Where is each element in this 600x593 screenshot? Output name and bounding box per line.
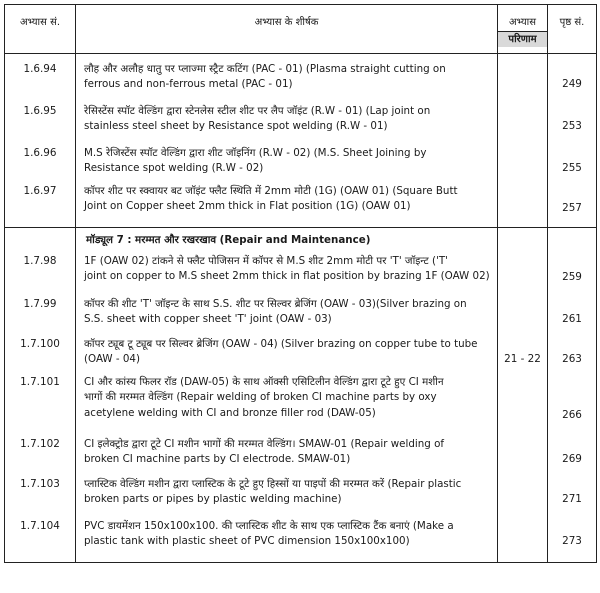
contents-table-wrapper — [4, 4, 596, 563]
page-number — [548, 519, 597, 563]
page-number-value: 269 — [562, 452, 582, 465]
table-row — [5, 375, 597, 437]
header-page-number: पृष्ठ सं. — [548, 5, 597, 54]
spacer-row — [5, 54, 597, 62]
exercise-number: 1.6.94 — [5, 62, 76, 104]
exercise-title-line: ferrous and non-ferrous metal (PAC - 01) — [84, 78, 293, 90]
exercise-title — [76, 62, 498, 104]
exercise-title-line: S.S. sheet with copper sheet 'T' joint (OAW - 03) — [84, 313, 332, 325]
exercise-title — [76, 337, 498, 375]
exercise-result — [498, 184, 548, 228]
exercise-title — [76, 146, 498, 184]
module-result-cell — [498, 228, 548, 254]
exercise-title — [76, 254, 498, 297]
page-number-value: 273 — [562, 534, 582, 547]
page-number-value: 249 — [562, 77, 582, 90]
header-exercise-title: अभ्यास के शीर्षक — [76, 5, 498, 54]
module-row — [5, 228, 597, 254]
page-number — [548, 297, 597, 337]
exercise-title-line: stainless steel sheet by Resistance spot welding (R.W - 01) — [84, 120, 388, 132]
module-number-cell — [5, 228, 76, 254]
page-number — [548, 477, 597, 519]
page-number — [548, 104, 597, 146]
module-result-value: 21 - 22 — [504, 352, 541, 365]
exercise-number: 1.7.103 — [5, 477, 76, 519]
module-heading: मॉड्यूल 7 : मरम्मत और रखरखाव (Repair and Maintenance) — [76, 228, 498, 254]
exercise-result — [498, 297, 548, 337]
exercise-title — [76, 104, 498, 146]
exercise-result — [498, 477, 548, 519]
page-number-value: 259 — [562, 270, 582, 283]
exercise-number: 1.7.104 — [5, 519, 76, 563]
header-exercise-label: अभ्यास — [509, 17, 536, 28]
exercise-title — [76, 437, 498, 477]
exercise-number: 1.7.99 — [5, 297, 76, 337]
page-number-value: 255 — [562, 161, 582, 174]
exercise-result — [498, 146, 548, 184]
table-row — [5, 297, 597, 337]
exercise-title-line: PVC डायमेंशन 150x100x100. की प्लास्टिक शीट के साथ एक प्लास्टिक टैंक बनाएं (Make a — [84, 519, 454, 532]
page-number — [548, 62, 597, 104]
table-row — [5, 184, 597, 228]
exercise-result — [498, 62, 548, 104]
exercise-title-line: (OAW - 04) — [84, 353, 140, 365]
page-number — [548, 254, 597, 297]
exercise-title-line: broken CI machine parts by CI electrode. SMAW-01) — [84, 453, 351, 465]
page-number — [548, 184, 597, 228]
page-number-value: 271 — [562, 492, 582, 505]
header-exercise-result — [498, 5, 548, 54]
table-row — [5, 437, 597, 477]
exercise-title-line: plastic tank with plastic sheet of PVC dimension 150x100x100) — [84, 535, 410, 547]
page-number-value: 266 — [562, 408, 582, 421]
page-number-value: 253 — [562, 119, 582, 132]
exercise-number: 1.7.98 — [5, 254, 76, 297]
exercise-title-line: कॉपर शीट पर स्क्वायर बट जॉइंट फ्लैट स्थिति में 2mm मोटी (1G) (OAW 01) (Square Butt — [84, 184, 458, 197]
page-number — [548, 146, 597, 184]
table-row — [5, 519, 597, 563]
exercise-title-line: लौह और अलौह धातु पर प्लाज्मा स्ट्रैट कटिंग (PAC - 01) (Plasma straight cutting on — [84, 62, 446, 75]
table-row — [5, 254, 597, 297]
exercise-result — [498, 519, 548, 563]
exercise-title-line: Resistance spot welding (R.W - 02) — [84, 162, 264, 174]
exercise-title — [76, 477, 498, 519]
exercise-title-line: CI और कांस्य फिलर रॉड (DAW-05) के साथ ऑक्सी एसिटिलीन वेल्डिंग द्वारा टूटे हुए CI मशीन — [84, 375, 444, 388]
page-number-value: 257 — [562, 201, 582, 214]
exercise-title-line: 1F (OAW 02) टांकने से फ्लैट पोजिसन में कॉपर से M.S शीट 2mm मोटी पर 'T' जॉइन्ट ('T' — [84, 254, 448, 267]
header-result-label: परिणाम — [498, 31, 547, 47]
exercise-result — [498, 104, 548, 146]
exercise-title — [76, 375, 498, 437]
exercise-title-line: भागों की मरम्मत वेल्डिंग (Repair welding of broken CI machine parts by oxy — [84, 391, 437, 403]
exercise-number: 1.7.100 — [5, 337, 76, 375]
exercise-result — [498, 437, 548, 477]
page-number-value: 261 — [562, 312, 582, 325]
exercise-title-line: कॉपर ट्यूब टू ट्यूब पर सिल्वर ब्रेजिंग (OAW - 04) (Silver brazing on copper tube to tube — [84, 337, 478, 350]
exercise-number: 1.6.97 — [5, 184, 76, 228]
exercise-title-line: broken parts or pipes by plastic welding machine) — [84, 493, 342, 505]
table-row — [5, 104, 597, 146]
page-number-value: 263 — [562, 352, 582, 365]
page-number — [548, 337, 597, 375]
header-row — [5, 5, 597, 54]
contents-table — [4, 4, 597, 563]
exercise-title-line: कॉपर की शीट 'T' जॉइन्ट के साथ S.S. शीट पर सिल्वर ब्रेजिंग (OAW - 03)(Silver brazing on — [84, 297, 467, 310]
exercise-title-line: प्लास्टिक वेल्डिंग मशीन द्वारा प्लास्टिक के टूटे हुए हिस्सों या पाइपों की मरम्मत करें (Repair plastic — [84, 477, 462, 490]
exercise-title — [76, 297, 498, 337]
exercise-number: 1.6.96 — [5, 146, 76, 184]
exercise-title-line: joint on copper to M.S sheet 2mm thick in flat position by brazing 1F (OAW 02) — [84, 270, 490, 282]
exercise-number: 1.7.102 — [5, 437, 76, 477]
exercise-title — [76, 519, 498, 563]
table-row — [5, 146, 597, 184]
page-number — [548, 437, 597, 477]
exercise-result — [498, 337, 548, 375]
header-exercise-number: अभ्यास सं. — [5, 5, 76, 54]
table-row — [5, 62, 597, 104]
exercise-title-line: Joint on Copper sheet 2mm thick in Flat position (1G) (OAW 01) — [84, 200, 411, 212]
exercise-number: 1.7.101 — [5, 375, 76, 437]
exercise-title-line: CI इलेक्ट्रोड द्वारा टूटे CI मशीन भागों की मरम्मत वेल्डिंग। SMAW-01 (Repair welding of — [84, 437, 445, 450]
exercise-number: 1.6.95 — [5, 104, 76, 146]
table-row — [5, 337, 597, 375]
module-page-cell — [548, 228, 597, 254]
exercise-title-line: M.S रेजिस्टेंस स्पॉट वेल्डिंग द्वारा शीट जॉइनिंग (R.W - 02) (M.S. Sheet Joining by — [84, 146, 427, 159]
exercise-result — [498, 254, 548, 297]
exercise-result — [498, 375, 548, 437]
exercise-title-line: रेसिस्टेंस स्पॉट वेल्डिंग द्वारा स्टेनलेस स्टील शीट पर लैप जॉइंट (R.W - 01) (Lap joint on — [84, 104, 431, 117]
table-row — [5, 477, 597, 519]
page-number — [548, 375, 597, 437]
exercise-title-line: acetylene welding with CI and bronze filler rod (DAW-05) — [84, 406, 376, 419]
exercise-title — [76, 184, 498, 228]
